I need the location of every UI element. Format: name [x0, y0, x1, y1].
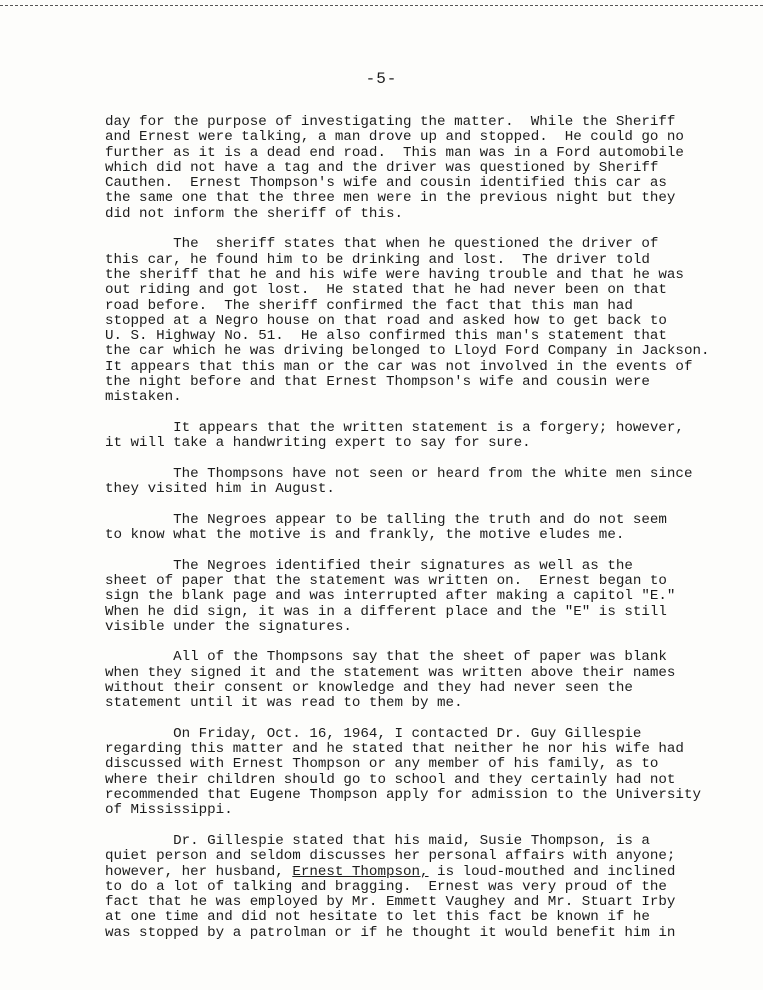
- text-line: further as it is a dead end road. This man was in a Ford automobile: [105, 144, 684, 161]
- text-line: to know what the motive is and frankly, the motive eludes me.: [105, 527, 625, 544]
- text-line: Cauthen. Ernest Thompson's wife and cousin identified this car as: [105, 175, 667, 192]
- text-line: did not inform the sheriff of this.: [105, 205, 403, 222]
- paragraph-gap: [105, 222, 755, 237]
- text-line: the sheriff that he and his wife were having trouble and that he was: [105, 266, 684, 283]
- paragraph: [105, 834, 755, 941]
- text-line: stopped at a Negro house on that road and asked how to get back to: [105, 312, 667, 329]
- text-line: where their children should go to school and they certainly had not: [105, 771, 676, 788]
- text-line: statement until it was read to them by me.: [105, 695, 463, 712]
- text-line: however, her husband, Ernest Thompson, is loud-mouthed and inclined: [105, 863, 676, 880]
- text-line: All of the Thompsons say that the sheet of paper was blank: [105, 649, 667, 666]
- document-body: [105, 115, 755, 941]
- text-line: It appears that this man or the car was not involved in the events of: [105, 358, 693, 375]
- text-line: sheet of paper that the statement was written on. Ernest began to: [105, 572, 667, 589]
- text-line: they visited him in August.: [105, 481, 335, 498]
- paragraph: [105, 513, 755, 544]
- text-line: was stopped by a patrolman or if he thought it would benefit him in: [105, 924, 676, 941]
- text-line: U. S. Highway No. 51. He also confirmed this man's statement that: [105, 328, 667, 345]
- text-line: The Negroes appear to be talling the truth and do not seem: [105, 511, 667, 528]
- paragraph: [105, 727, 755, 819]
- text-line: The Negroes identified their signatures as well as the: [105, 557, 633, 574]
- text-line: day for the purpose of investigating the matter. While the Sheriff: [105, 114, 676, 130]
- text-line: recommended that Eugene Thompson apply for admission to the University: [105, 787, 701, 804]
- text-line: which did not have a tag and the driver was questioned by Sheriff: [105, 159, 659, 176]
- text-line: this car, he found him to be drinking and lost. The driver told: [105, 251, 650, 268]
- page-number: -5-: [365, 70, 398, 88]
- text-line: It appears that the written statement is a forgery; however,: [105, 419, 684, 436]
- underlined-name: Ernest Thompson,: [292, 863, 429, 880]
- paragraph: [105, 467, 755, 498]
- text-line: On Friday, Oct. 16, 1964, I contacted Dr. Guy Gillespie: [105, 725, 642, 742]
- paragraph-gap: [105, 406, 755, 421]
- paragraph-gap: [105, 497, 755, 512]
- paragraph-gap: [105, 635, 755, 650]
- text-line: discussed with Ernest Thompson or any member of his family, as to: [105, 756, 659, 773]
- paragraph: [105, 237, 755, 405]
- text-line: of Mississippi.: [105, 802, 233, 819]
- text-line: The Thompsons have not seen or heard from the white men since: [105, 465, 693, 482]
- text-line: When he did sign, it was in a different place and the "E" is still: [105, 603, 667, 620]
- text-line: the night before and that Ernest Thompson's wife and cousin were: [105, 374, 650, 391]
- text-line: the same one that the three men were in the previous night but they: [105, 190, 676, 207]
- text-line: without their consent or knowledge and they had never seen the: [105, 679, 633, 696]
- page-top-rule: [0, 5, 763, 6]
- text-line: sign the blank page and was interrupted after making a capitol "E.": [105, 588, 676, 605]
- text-line: regarding this matter and he stated that neither he nor his wife had: [105, 741, 684, 758]
- text-line: the car which he was driving belonged to Lloyd Ford Company in Jackson.: [105, 343, 710, 360]
- text-line: to do a lot of talking and bragging. Ernest was very proud of the: [105, 878, 667, 895]
- text-line: quiet person and seldom discusses her personal affairs with anyone;: [105, 848, 676, 865]
- text-line: and Ernest were talking, a man drove up and stopped. He could go no: [105, 129, 684, 146]
- text-line: Dr. Gillespie stated that his maid, Susie Thompson, is a: [105, 832, 650, 849]
- paragraph-gap: [105, 452, 755, 467]
- paragraph: [105, 559, 755, 635]
- paragraph: [105, 421, 755, 452]
- text-line: The sheriff states that when he questioned the driver of: [105, 236, 659, 253]
- text-line: it will take a handwriting expert to say for sure.: [105, 435, 531, 452]
- paragraph-gap: [105, 712, 755, 727]
- text-line: fact that he was employed by Mr. Emmett Vaughey and Mr. Stuart Irby: [105, 894, 676, 911]
- paragraph: [105, 650, 755, 711]
- paragraph-gap: [105, 819, 755, 834]
- text-line: when they signed it and the statement was written above their names: [105, 664, 676, 681]
- paragraph: [105, 115, 755, 222]
- text-line: mistaken.: [105, 389, 182, 406]
- paragraph-gap: [105, 543, 755, 558]
- text-line: visible under the signatures.: [105, 618, 352, 635]
- text-line: out riding and got lost. He stated that he had never been on that: [105, 282, 667, 299]
- text-line: road before. The sheriff confirmed the fact that this man had: [105, 297, 633, 314]
- text-line: at one time and did not hesitate to let this fact be known if he: [105, 909, 650, 926]
